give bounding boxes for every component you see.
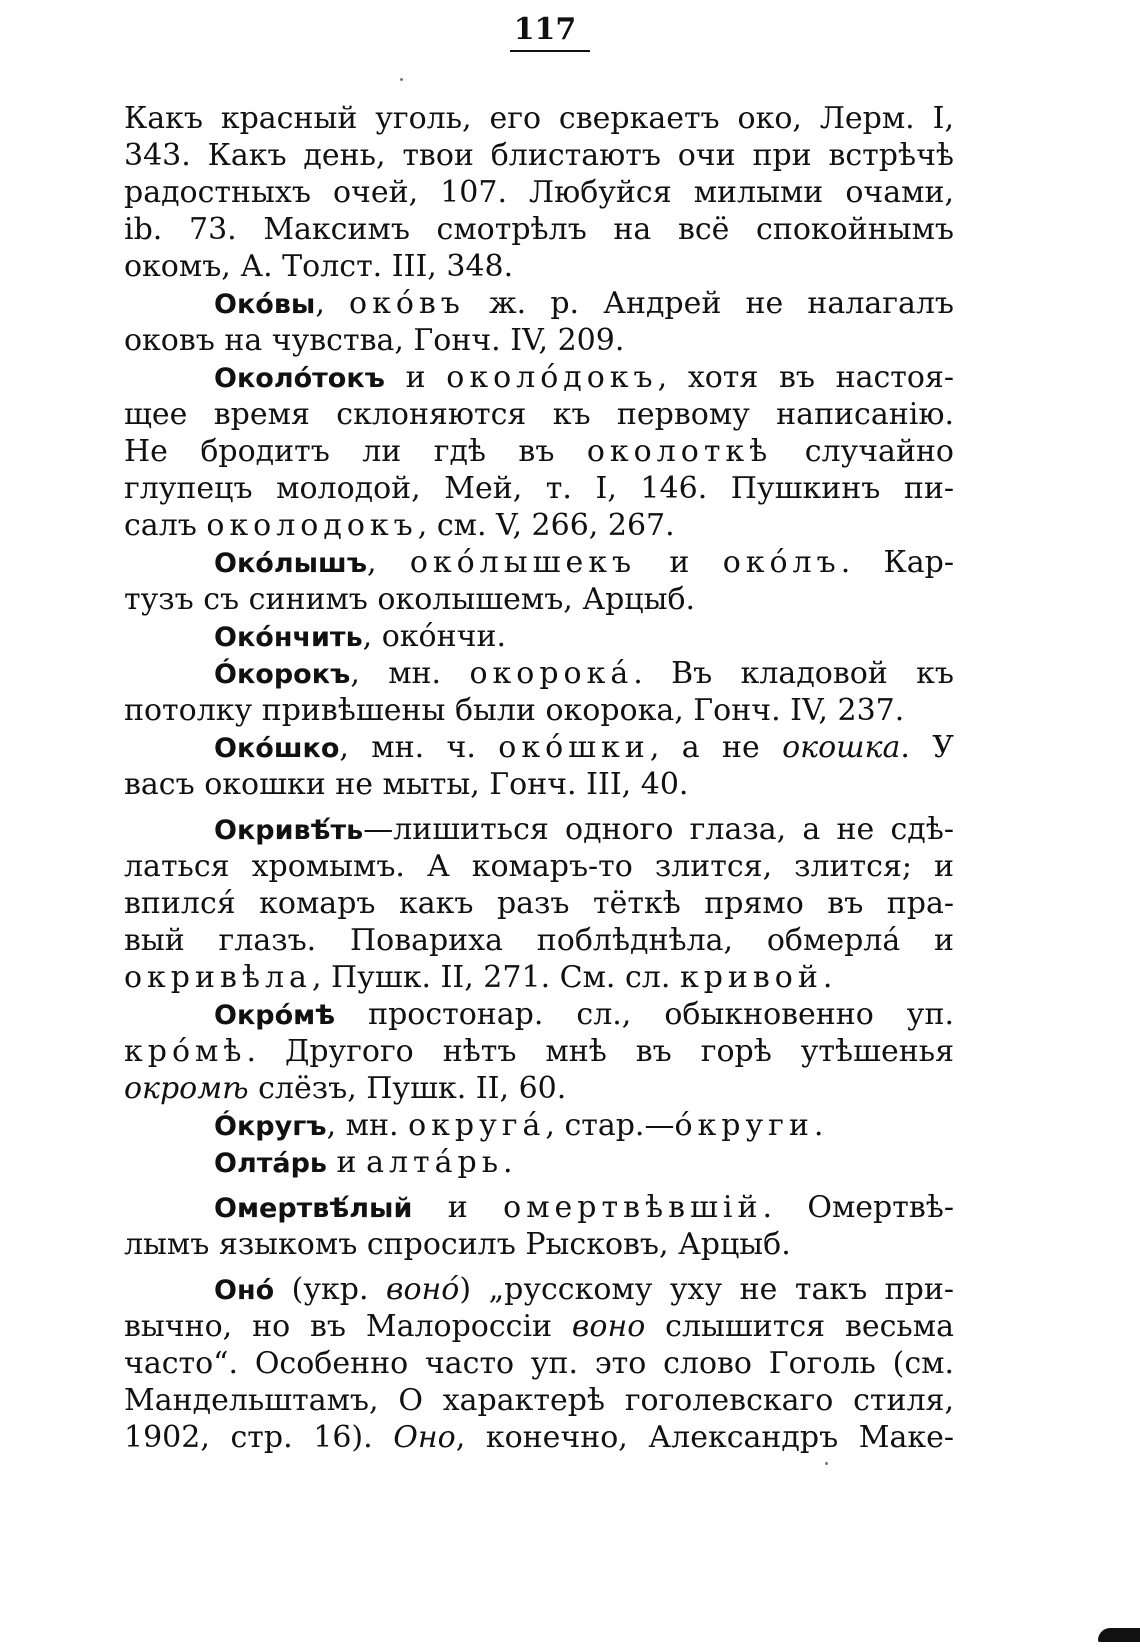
text-segment: и [412, 1190, 504, 1225]
text-segment: потолку привѣшены были окорока, Гонч. IV, 237. [124, 693, 905, 728]
text-line [124, 922, 954, 959]
text-line [124, 137, 954, 174]
text-line [124, 1271, 954, 1308]
headword: Окóвы [214, 289, 316, 320]
headword: Окривѣ́ть [214, 815, 364, 846]
text-segment: простонар. сл., обыкновенно уп. [335, 997, 954, 1032]
headword: Окóшко [214, 733, 340, 764]
text-segment: 343. Какъ день, твои блистаютъ очи при встрѣчѣ [124, 138, 954, 173]
page-number-rule [510, 50, 590, 52]
text-segment: , хотя въ настоя- [657, 360, 954, 395]
text-line [124, 1189, 954, 1226]
text-line [124, 174, 954, 211]
text-segment: . [813, 1108, 824, 1143]
text-line [124, 996, 954, 1033]
text-segment: окомъ, А. Толст. III, 348. [124, 249, 514, 284]
text-segment: , Пушк. II, 271. См. сл. [311, 960, 680, 995]
spaced-word: околóдокъ [446, 360, 658, 395]
text-line [124, 766, 954, 803]
text-line [124, 1419, 954, 1456]
spaced-word: околоткѣ [586, 434, 773, 469]
text-line [124, 322, 954, 359]
text-line [124, 959, 954, 996]
text-segment: . Омертвѣ- [762, 1190, 954, 1225]
text-segment: вычно, но въ Малороссіи [124, 1309, 572, 1344]
italic-word: вонó [386, 1272, 460, 1307]
text-line [124, 285, 954, 322]
text-segment: , мн. [326, 1108, 409, 1143]
headword: Окрóмѣ [214, 1000, 336, 1031]
spaced-word: окóлышекъ [409, 545, 637, 580]
text-segment: , окóнчи. [362, 619, 506, 654]
text-line [124, 1033, 954, 1070]
text-segment: . У [900, 730, 954, 765]
text-line [124, 1226, 954, 1263]
speck [400, 78, 403, 81]
text-segment: , [366, 545, 410, 580]
headword: Онó [214, 1275, 275, 1306]
text-segment: . [503, 1145, 513, 1180]
italic-word: воно [571, 1309, 646, 1344]
text-line [124, 1070, 954, 1107]
text-line [124, 248, 954, 285]
headword: Óкорокъ [214, 659, 351, 690]
text-line [124, 885, 954, 922]
text-line [124, 470, 954, 507]
text-line [124, 848, 954, 885]
text-segment: , конечно, Александръ Маке- [455, 1420, 955, 1455]
headword: Окóнчить [214, 622, 363, 653]
text-segment: тузъ съ синимъ околышемъ, Арцыб. [124, 582, 696, 617]
text-segment: щее время склоняются къ первому написанію. [124, 397, 954, 432]
text-line [124, 1345, 954, 1382]
spaced-word: омертвѣвшій [503, 1190, 763, 1225]
text-segment: ж. р. Андрей не налагалъ [464, 286, 955, 321]
text-segment: лымъ языкомъ спросилъ Рысковъ, Арцыб. [124, 1227, 791, 1262]
text-segment: ) „русскому уху не такъ при- [459, 1272, 954, 1307]
text-line [124, 1308, 954, 1345]
spaced-word: окóвъ [349, 286, 465, 321]
spaced-word: кривой [679, 960, 823, 995]
text-line [124, 692, 954, 729]
text-segment: и [384, 360, 447, 395]
text-line [124, 1382, 954, 1419]
italic-word: окошка [782, 730, 901, 765]
spaced-word: óкруги [674, 1108, 814, 1143]
text-line [124, 581, 954, 618]
text-segment: слёзъ, Пушк. II, 60. [248, 1071, 567, 1106]
text-line [124, 211, 954, 248]
text-segment: , мн. ч. [339, 730, 499, 765]
text-line [124, 1107, 954, 1144]
text-segment: (укр. [274, 1272, 387, 1307]
spaced-word: окóлъ [722, 545, 841, 580]
text-segment: , а не [649, 730, 783, 765]
text-segment: салъ [124, 508, 207, 543]
text-segment: часто“. Особенно часто уп. это слово Гоголь (см. [124, 1346, 954, 1381]
text-line [124, 811, 954, 848]
text-segment: радостныхъ очей, 107. Любуйся милыми очами, [124, 175, 954, 210]
text-segment: . Кар- [840, 545, 954, 580]
text-segment: глупецъ молодой, Мей, т. I, 146. Пушкинъ пи- [124, 471, 954, 506]
text-segment: Не бродитъ ли гдѣ въ [124, 434, 587, 469]
text-segment: 1902, стр. 16). [124, 1420, 394, 1455]
headword: Óкругъ [214, 1111, 327, 1142]
text-segment: васъ окошки не мыты, Гонч. III, 40. [124, 767, 689, 802]
text-segment: , см. V, 266, 267. [417, 508, 675, 543]
text-segment: ib. 73. Максимъ смотрѣлъ на всё спокойнымъ [124, 212, 954, 247]
spaced-word: окóшки [498, 730, 650, 765]
scan-edge-mark [1098, 1628, 1140, 1642]
text-segment: впился́ комаръ какъ разъ тёткѣ прямо въ пра- [124, 886, 954, 921]
headword: Олтáрь [214, 1148, 327, 1179]
text-line [124, 433, 954, 470]
italic-word: Оно [393, 1420, 456, 1455]
text-segment: и [327, 1145, 367, 1180]
text-segment: слышится весьма [645, 1309, 954, 1344]
text-segment: , [315, 286, 350, 321]
text-segment: Мандельштамъ, О характерѣ гоголевскаго стиля, [124, 1383, 954, 1418]
text-line [124, 396, 954, 433]
text-segment: , мн. [350, 656, 470, 691]
headword: Окóлышъ [214, 548, 367, 579]
text-segment: оковъ на чувства, Гонч. IV, 209. [124, 323, 625, 358]
page-number: 117 [513, 12, 577, 47]
speck [825, 1462, 828, 1465]
headword: Омертвѣ́лый [214, 1193, 413, 1224]
text-segment: вый глазъ. Повариха поблѣднѣла, обмерлá и [124, 923, 954, 958]
spaced-word: окорокá [469, 656, 634, 691]
text-segment: —лишиться одного глаза, а не сдѣ- [363, 812, 954, 847]
text-line [124, 1144, 954, 1181]
text-line [124, 507, 954, 544]
text-segment: . Другого нѣтъ мнѣ въ горѣ утѣшенья [246, 1034, 954, 1069]
page-text [124, 100, 954, 1456]
text-segment: случайно [772, 434, 954, 469]
text-line [124, 729, 954, 766]
italic-word: окромѣ [124, 1071, 249, 1106]
text-segment: , стар.— [545, 1108, 675, 1143]
text-segment: и [636, 545, 723, 580]
text-line [124, 359, 954, 396]
spaced-word: алтáрь [366, 1145, 504, 1180]
text-line [124, 618, 954, 655]
text-line [124, 544, 954, 581]
spaced-word: окривѣла [124, 960, 312, 995]
text-line [124, 100, 954, 137]
text-segment: . Въ кладовой къ [633, 656, 954, 691]
text-segment: латься хромымъ. А комаръ-то злится, злится; и [124, 849, 954, 884]
spaced-word: околодокъ [206, 508, 418, 543]
spaced-word: крóмѣ [124, 1034, 247, 1069]
text-segment: Какъ красный уголь, его сверкаетъ око, Лерм. I, [124, 101, 954, 136]
text-segment: . [822, 960, 833, 995]
spaced-word: округá [408, 1108, 546, 1143]
text-line [124, 655, 954, 692]
headword: Околóтокъ [214, 363, 385, 394]
